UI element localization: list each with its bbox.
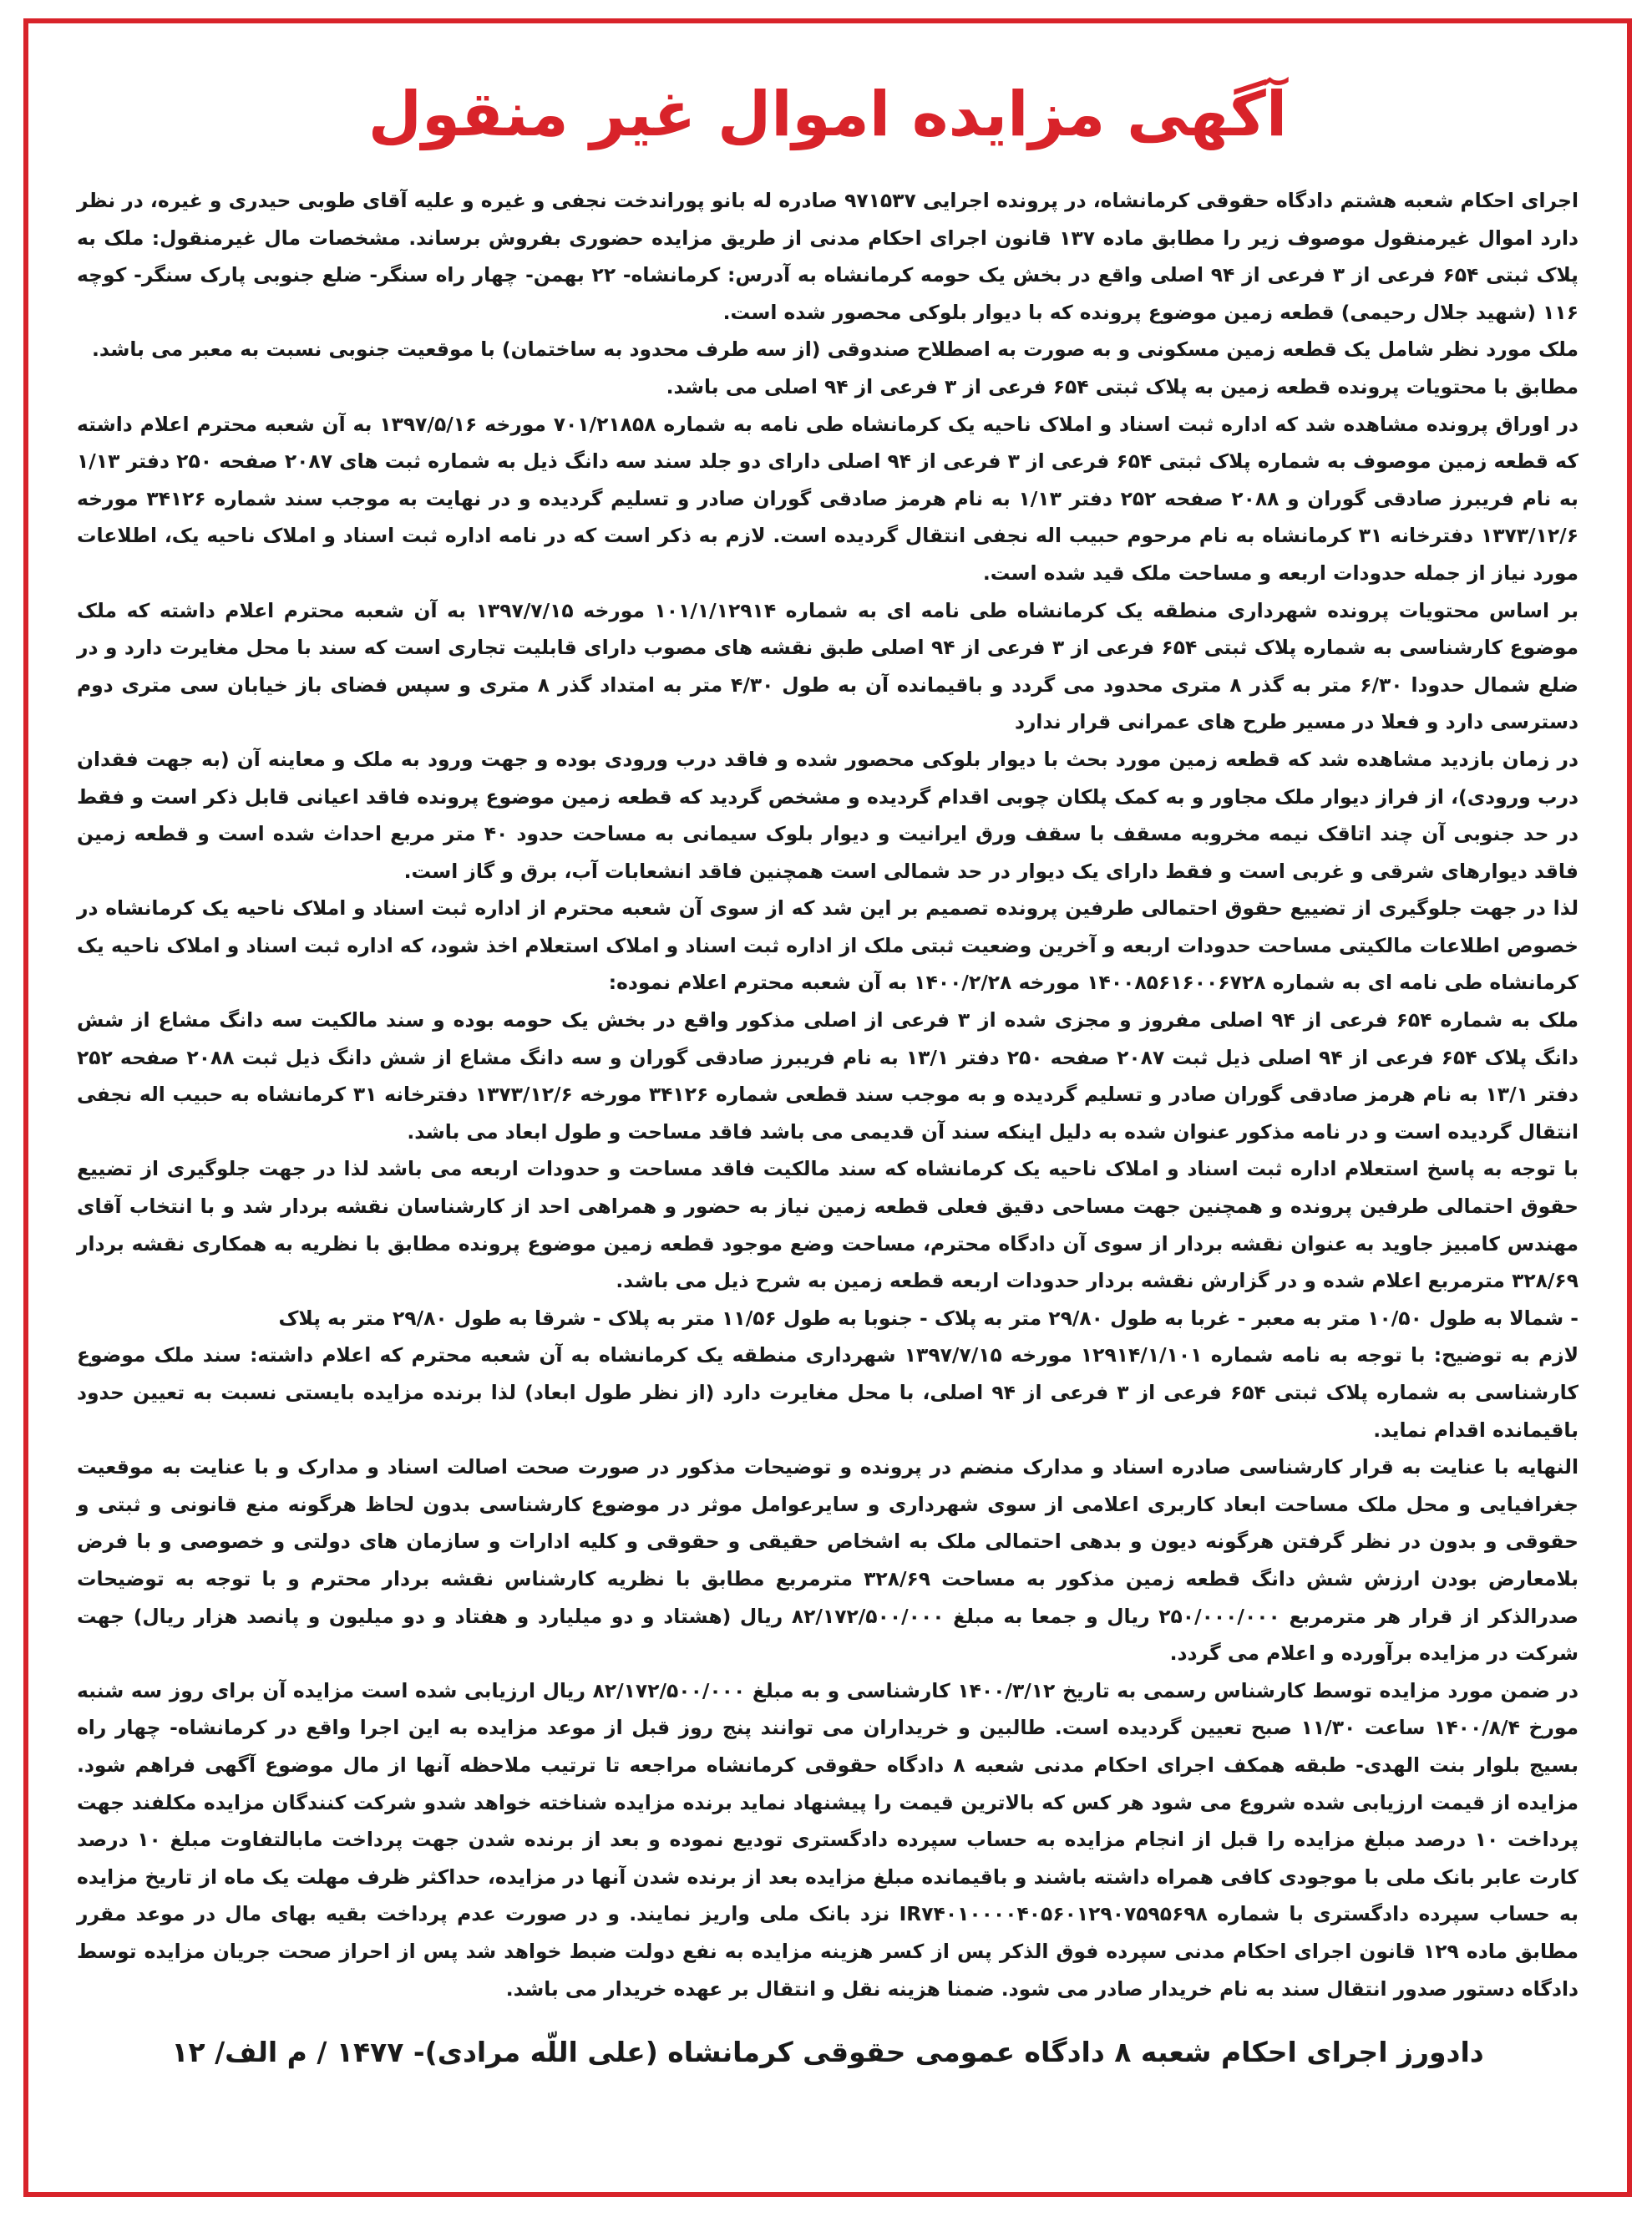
notice-paragraph: اجرای احکام شعبه هشتم دادگاه حقوقی کرمانشاه، در پرونده اجرایی ۹۷۱۵۳۷ صادره له بانو پوراندخت نجفی و غیره و علیه آقای طوبی حیدری و غیره، در نظر دارد اموال غیرمنقول موصوف زیر را مطابق ماده ۱۳۷ قانون اجرای احکام مدنی از طریق مزایده حضوری بفروش برساند. مشخصات مال غیرمنقول: ملک به پلاک ثبتی ۶۵۴ فرعی از ۳ فرعی از ۹۴ اصلی واقع در بخش یک حومه کرمانشاه به آدرس: کرمانشاه- ۲۲ بهمن- چهار راه سنگر- ضلع جنوبی پارک سنگر- کوچه ۱۱۶ (شهید جلال رحیمی) قطعه زمین موضوع پرونده که با دیوار بلوکی محصور شده است.	[77, 189, 1579, 324]
notice-paragraph: ملک به شماره ۶۵۴ فرعی از ۹۴ اصلی مفروز و مجزی شده از ۳ فرعی از اصلی مذکور واقع در بخش یک حومه بوده و سند مالکیت سه دانگ مشاع از شش دانگ پلاک ۶۵۴ فرعی از ۹۴ اصلی ذیل ثبت ۲۰۸۷ صفحه ۲۵۰ دفتر ۱۳/۱ به نام فریبرز صادقی گوران و سه دانگ مشاع از شش دانگ ذیل ثبت ۲۰۸۸ صفحه ۲۵۲ دفتر ۱۳/۱ به نام هرمز صادقی گوران صادر و تسلیم گردیده و به موجب سند قطعی شماره ۳۴۱۲۶ مورخه ۱۳۷۳/۱۲/۶ دفترخانه ۳۱ کرمانشاه به حبیب اله نجفی انتقال گردیده است و در نامه مذکور عنوان شده به دلیل اینکه سند آن قدیمی می باشد فاقد مساحت و طول ابعاد می باشد.	[77, 1008, 1579, 1144]
notice-title: آگهی مزایده اموال غیر منقول	[367, 79, 1288, 150]
notice-paragraph: در اوراق پرونده مشاهده شد که اداره ثبت اسناد و املاک ناحیه یک کرمانشاه طی نامه به شماره ۷۰۱/۲۱۸۵۸ مورخه ۱۳۹۷/۵/۱۶ به آن شعبه محترم اعلام داشته که قطعه زمین موصوف به شماره پلاک ثبتی ۶۵۴ فرعی از ۳ فرعی از ۹۴ اصلی دارای دو جلد سند سه دانگ ذیل به شماره ثبت های ۲۰۸۷ صفحه ۲۵۰ دفتر ۱/۱۳ به نام فریبرز صادقی گوران و ۲۰۸۸ صفحه ۲۵۲ دفتر ۱/۱۳ به نام هرمز صادقی گوران صادر و تسلیم گردیده و در نهایت به موجب سند شماره ۳۴۱۲۶ مورخه ۱۳۷۳/۱۲/۶ دفترخانه ۳۱ کرمانشاه به نام مرحوم حبیب اله نجفی انتقال گردیده است. لازم به ذکر است که در نامه اداره ثبت اسناد و املاک ناحیه یک، اطلاعات مورد نیاز از جمله حدودات اربعه و مساحت ملک قید شده است.	[77, 412, 1579, 585]
notice-paragraph: بر اساس محتویات پرونده شهرداری منطقه یک کرمانشاه طی نامه ای به شماره ۱۰۱/۱/۱۲۹۱۴ مورخه ۱۳۹۷/۷/۱۵ به آن شعبه محترم اعلام داشته که ملک موضوع کارشناسی به شماره پلاک ثبتی ۶۵۴ فرعی از ۳ فرعی از ۹۴ اصلی طبق نقشه های مصوب دارای قابلیت تجاری است که سند با محل مغایرت دارد و در ضلع شمال حدودا ۶/۳۰ متر به گذر ۸ متری محدود می گردد و باقیمانده آن به طول ۴/۳۰ متر به امتداد گذر ۸ متری و سپس فضای باز خیابان سی متری دوم دسترسی دارد و فعلا در مسیر طرح های عمرانی قرار ندارد	[77, 598, 1579, 734]
notice-body	[77, 182, 1579, 2007]
notice-signature: دادورز اجرای احکام شعبه ۸ دادگاه عمومی حقوقی کرمانشاه (علی اللّه مرادی)- ۱۴۷۷ / م الف/ ۱۲	[171, 2036, 1484, 2069]
notice-paragraph: در زمان بازدید مشاهده شد که قطعه زمین مورد بحث با دیوار بلوکی محصور شده و فاقد درب ورودی بوده و جهت ورود به ملک و معاینه آن (به جهت فقدان درب ورودی)، از فراز دیوار ملک مجاور و به کمک پلکان چوبی اقدام گردیده و مشخص گردید که قطعه زمین موضوع پرونده فاقد اعیانی قابل ذکر است و فقط در حد جنوبی آن چند اتاقک نیمه مخروبه مسقف با سقف ورق ایرانیت و دیوار بلوک سیمانی به مساحت حدود ۴۰ متر مربع احداث شده است و قطعه زمین فاقد دیوارهای شرقی و غربی است و فقط دارای یک دیوار در حد شمالی است همچنین فاقد انشعابات آب، برق و گاز است.	[77, 747, 1579, 883]
notice-paragraph: ملک مورد نظر شامل یک قطعه زمین مسکونی و به صورت به اصطلاح صندوقی (از سه طرف محدود به ساختمان) با موقعیت جنوبی نسبت به معبر می باشد.	[91, 337, 1579, 362]
notice-paragraph: لازم به توضیح: با توجه به نامه شماره ۱۲۹۱۴/۱/۱۰۱ مورخه ۱۳۹۷/۷/۱۵ شهرداری منطقه یک کرمانشاه به آن شعبه محترم که اعلام داشته: سند ملک موضوع کارشناسی به شماره پلاک ثبتی ۶۵۴ فرعی از ۳ فرعی از ۹۴ اصلی، با محل مغایرت دارد (از نظر طول ابعاد) لذا برنده مزایده بایستی نسبت به تعیین حدود باقیمانده اقدام نماید.	[77, 1343, 1579, 1442]
notice-frame	[23, 18, 1632, 2197]
notice-paragraph: لذا در جهت جلوگیری از تضییع حقوق احتمالی طرفین پرونده تصمیم بر این شد که از سوی آن شعبه محترم از اداره ثبت اسناد و املاک ناحیه یک کرمانشاه در خصوص اطلاعات مالکیتی مساحت حدودات اربعه و آخرین وضعیت ثبتی ملک از اداره ثبت اسناد و املاک استعلام اخذ شود، که اداره ثبت اسناد و املاک ناحیه یک کرمانشاه طی نامه ای به شماره ۱۴۰۰۸۵۶۱۶۰۰۶۷۲۸ مورخه ۱۴۰۰/۲/۲۸ به آن شعبه محترم اعلام نموده:	[77, 896, 1579, 995]
notice-paragraph: با توجه به پاسخ استعلام اداره ثبت اسناد و املاک ناحیه یک کرمانشاه که سند مالکیت فاقد مساحت و حدودات اربعه می باشد لذا در جهت جلوگیری از تضییع حقوق احتمالی طرفین پرونده و همچنین جهت مساحی دقیق فعلی قطعه زمین نیاز به حضور و همراهی احد از کارشناسان نقشه بردار شد و با انتخاب آقای مهندس کامبیز جاوید به عنوان نقشه بردار از سوی آن دادگاه محترم، مساحت وضع موجود قطعه زمین موضوع پرونده مطابق با نظریه به همکاری نقشه بردار ۳۲۸/۶۹ مترمربع اعلام شده و در گزارش نقشه بردار حدودات اربعه قطعه زمین به شرح ذیل می باشد.	[77, 1157, 1579, 1293]
notice-paragraph: - شمالا به طول ۱۰/۵۰ متر به معبر - غربا به طول ۲۹/۸۰ متر به پلاک - جنوبا به طول ۱۱/۵۶ متر به پلاک - شرقا به طول ۲۹/۸۰ متر به پلاک	[278, 1306, 1579, 1330]
notice-paragraph: النهایه با عنایت به قرار کارشناسی صادره اسناد و مدارک منضم در پرونده و توضیحات مذکور در صورت صحت اصالت اسناد و مدارک و با عنایت به موقعیت جغرافیایی و محل ملک مساحت ابعاد کاربری اعلامی از سوی شهرداری و سایرعوامل موثر در موضوع کارشناسی بدون لحاظ هرگونه منع قانونی و ثبتی و حقوقی و بدون در نظر گرفتن هرگونه دیون و بدهی احتمالی ملک به اشخاص حقیقی و حقوقی و کلیه ادارات و سازمان های دولتی و خصوصی و با فرض بلامعارض بودن ارزش شش دانگ قطعه زمین مذکور به مساحت ۳۲۸/۶۹ مترمربع مطابق با نظریه کارشناس نقشه بردار محترم و با توجه به توضیحات صدرالذکر از قرار هر مترمربع ۲۵۰/۰۰۰/۰۰۰ ریال و جمعا به مبلغ ۸۲/۱۷۲/۵۰۰/۰۰۰ ریال (هشتاد و دو میلیارد و هفتاد و دو میلیون و پانصد هزار ریال) جهت شرکت در مزایده برآورده و اعلام می گردد.	[77, 1455, 1579, 1666]
notice-paragraph: در ضمن مورد مزایده توسط کارشناس رسمی به تاریخ ۱۴۰۰/۳/۱۲ کارشناسی و به مبلغ ۸۲/۱۷۲/۵۰۰/۰۰۰ ریال ارزیابی شده است مزایده آن برای روز سه شنبه مورخ ۱۴۰۰/۸/۴ ساعت ۱۱/۳۰ صبح تعیین گردیده است. طالبین و خریداران می توانند پنج روز قبل از موعد مزایده به این اجرا واقع در کرمانشاه- چهار راه بسیج بلوار بنت الهدی- طبقه همکف اجرای احکام مدنی شعبه ۸ دادگاه حقوقی کرمانشاه مراجعه تا ترتیب ملاحظه آنها از مال موضوع آگهی فراهم شود. مزایده از قیمت ارزیابی شده شروع می شود هر کس که بالاترین قیمت را پیشنهاد نماید برنده مزایده شناخته خواهد شدو شرکت کنندگان مزایده مکلفند جهت پرداخت ۱۰ درصد مبلغ مزایده را قبل از انجام مزایده به حساب سپرده دادگستری تودیع نموده و بعد از برنده شدن جهت پرداخت مابالتفاوت مبلغ ۱۰ درصد کارت عابر بانک ملی با موجودی کافی همراه داشته باشند و باقیمانده مبلغ مزایده بعد از برنده شدن آنها در مزایده، حداکثر ظرف مهلت یک ماه از تاریخ مزایده به حساب سپرده دادگستری با شماره IR۷۴۰۱۰۰۰۰۴۰۵۶۰۱۲۹۰۷۵۹۵۶۹۸ نزد بانک ملی واریز نمایند. و در صورت عدم پرداخت بقیه بهای مال در موعد مقرر مطابق ماده ۱۲۹ قانون اجرای احکام مدنی سپرده فوق الذکر پس از کسر هزینه مزایده به نفع دولت ضبط خواهد شد پس از احراز صحت جریان مزایده توسط دادگاه دستور صدور انتقال سند به نام خریدار صادر می شود. ضمنا هزینه نقل و انتقال بر عهده خریدار می باشد.	[77, 1678, 1579, 2001]
notice-paragraph: مطابق با محتویات پرونده قطعه زمین به پلاک ثبتی ۶۵۴ فرعی از ۳ فرعی از ۹۴ اصلی می باشد.	[666, 374, 1579, 398]
